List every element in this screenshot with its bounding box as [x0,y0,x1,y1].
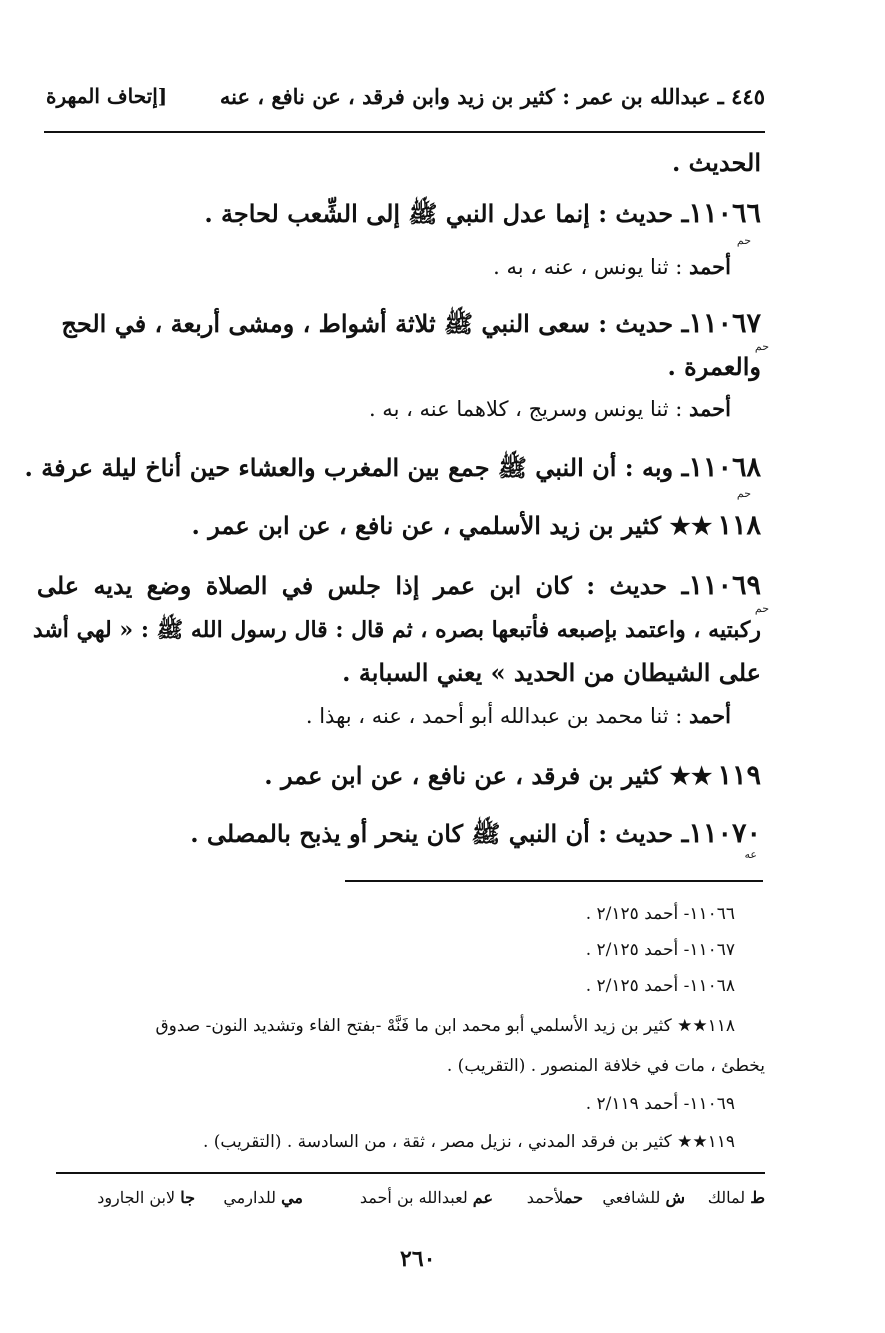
source-name: أحمد [689,703,731,728]
running-header-book: [إتحاف المهرة [46,84,168,108]
source-name: أحمد [689,396,731,421]
source-symbol: حم [736,487,751,500]
footnote-11068: ١١٠٦٨- أحمد ٢/١٢٥ . [585,976,735,996]
entry-11067-line1 [61,308,761,344]
source-text: : ثنا يونس وسريج ، كلاهما عنه ، به . [368,397,683,421]
footnote-11069: ١١٠٦٩- أحمد ٢/١١٩ . [585,1094,735,1114]
source-symbol: حم [736,234,751,247]
narrator-number: ١١٨ [717,510,761,541]
footnote-11067: ١١٠٦٧- أحمد ٢/١٢٥ . [585,940,735,960]
source-symbol: حم [754,602,769,615]
source-symbol: حم [754,340,769,353]
source-text: : ثنا محمد بن عبدالله أبو أحمد ، عنه ، بهذا . [305,704,683,728]
entry-11069-line3: على الشيطان من الحديد » يعني السبابة . [342,658,761,687]
entry-11069-source [306,703,731,728]
entry-11069-line2: ركبتيه ، واعتمد بإصبعه فأتبعها بصره ، ثم قال : قال رسول الله ﷺ : « لهي أشد [32,617,761,643]
source-text: : ثنا يونس ، عنه ، به . [493,255,683,279]
entry-number: ١١٠٦٧ [688,308,761,339]
entry-11067-source [369,396,731,421]
narrator-118 [192,510,761,541]
entry-text: ـ حديث : سعى النبي ﷺ ثلاثة أشواط ، ومشى أربعة ، في الحج [61,309,689,338]
entry-11066 [204,198,761,234]
abbreviation-darimi: مي للدارمي [223,1188,303,1207]
entry-number: ١١٠٧٠ [688,818,761,849]
entry-11066-source [493,254,731,279]
entry-11067-line2: والعمرة . [667,352,761,381]
entry-text: ـ حديث : إنما عدل النبي ﷺ إلى الشِّعب لحاجة . [204,199,689,228]
entry-number: ١١٠٦٦ [688,198,761,229]
source-symbol: عه [744,848,757,861]
running-header-title: ٤٤٥ ـ عبدالله بن عمر : كثير بن زيد وابن فرقد ، عن نافع ، عنه [219,84,765,109]
narrator-text: ★★ كثير بن فرقد ، عن نافع ، عن ابن عمر . [264,761,713,790]
source-name: أحمد [689,254,731,279]
entry-text: ـ حديث : أن النبي ﷺ كان ينحر أو يذبح بالمصلى . [190,819,689,848]
abbreviation-ibn-jarud: جا لابن الجارود [97,1188,195,1207]
entry-text: ـ حديث : كان ابن عمر إذا جلس في الصلاة وضع يديه على [36,571,689,600]
footnote-11066: ١١٠٦٦- أحمد ٢/١٢٥ . [585,904,735,924]
footnote-118-line1: ١١٨★★ كثير بن زيد الأسلمي أبو محمد ابن ما فَنَّهْ -بفتح الفاء وتشديد النون- صدوق [155,1016,735,1036]
abbreviation-malik: ط لمالك [707,1188,765,1207]
abbreviations-rule [56,1172,765,1174]
entry-11070 [190,818,761,854]
entry-11069-line1 [37,570,761,601]
entry-number: ١١٠٦٩ [688,570,761,601]
narrator-number: ١١٩ [717,760,761,791]
abbreviation-abdullah: عم لعبدالله بن أحمد [359,1188,493,1207]
page-number: ٢٦٠ [400,1246,436,1272]
entry-11068 [25,452,762,488]
footnote-118-line2: يخطئ ، مات في خلافة المنصور . (التقريب) . [446,1056,765,1076]
entry-number: ١١٠٦٨ [688,452,761,483]
abbreviation-ahmad: حملأحمد [526,1188,583,1207]
narrator-text: ★★ كثير بن زيد الأسلمي ، عن نافع ، عن ابن عمر . [191,511,713,540]
entry-text: ـ وبه : أن النبي ﷺ جمع بين المغرب والعشاء حين أناخ ليلة عرفة . [24,453,689,482]
narrator-119 [264,760,761,791]
footnote-rule [345,880,763,882]
header-rule [44,131,765,133]
hadith-end-line: الحديث . [671,148,761,177]
footnote-119: ١١٩★★ كثير بن فرقد المدني ، نزيل مصر ، ثقة ، من السادسة . (التقريب) . [202,1132,735,1152]
abbreviation-shafii: ش للشافعي [602,1188,685,1207]
